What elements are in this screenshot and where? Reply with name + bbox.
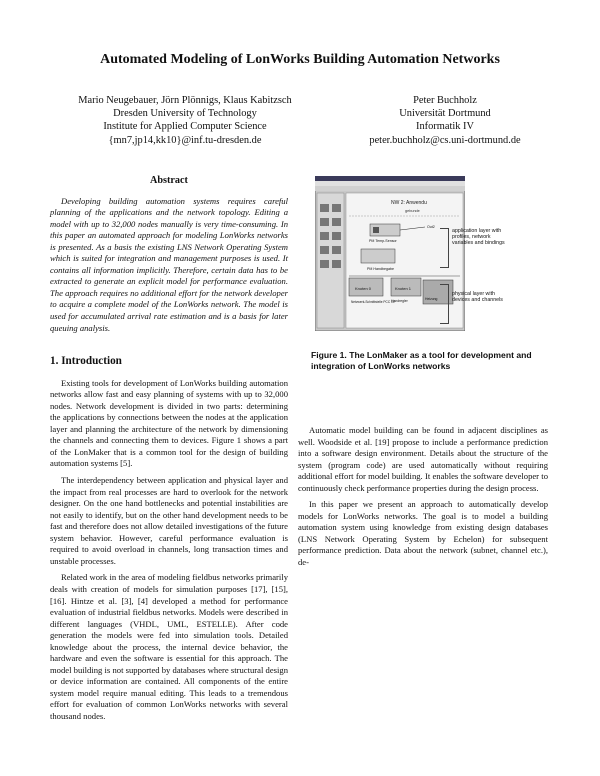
- section-heading: 1. Introduction: [50, 355, 122, 368]
- node-label: Out2: [427, 225, 435, 229]
- right-column: [298, 425, 548, 574]
- author-affiliation: Dresden University of Technology: [113, 108, 257, 120]
- paragraph: Automatic model building can be found in adjacent disciplines as well. Woodside et al. [19] propose to include a performance prediction into a software design environment. Details about the structure of the system (program code) are used automatically without requiring additional effort for model building. It enables the software developer to continuously check performance properties during the design process.: [298, 425, 548, 493]
- figure-annotation-physical: physical layer with devices and channels: [452, 291, 503, 304]
- node-label: Handregler: [391, 299, 408, 303]
- node-label: Netzwerk-Schnittstelle PCC 10: [351, 300, 395, 304]
- bracket-phys-layer: [440, 284, 449, 324]
- abstract-text: Developing building automation systems requires careful planning of the applications and the network topology. Editing a model with up to 32,000 nodes manually is very time-consuming. In this paper an automated approach for modeling LonWorks networks is presented. As a basis the existing LNS Network Operating System which is suited for integration and management purposes is used. It contains all information implicitly. Therefore, certain data has to be extracted to generate an explicit model for performance evaluation. The approach requires no additional effort for the network developer to acquire a complete model of the LonWorks network. The model is used for accumulated arrival rate estimation and is a basis for later queuing analysis.: [50, 195, 288, 333]
- paragraph: The interdependency between application and physical layer and the impact from real processes are hard to overlook for the network designer. On the one hand bottlenecks and potential instabilities are not easily to identify, but on the other hand development needs to be fast and therefore does not allow detailed investigations of the future system behavior. However, careful performance evaluation is required to avoid overload in channels, long transaction times and unstable processes.: [50, 475, 288, 566]
- author-affiliation: Universität Dortmund: [399, 108, 491, 120]
- screen-title-text: NW 2: Anwendu: [391, 200, 427, 206]
- author-names: Mario Neugebauer, Jörn Plönnigs, Klaus Kabitzsch: [78, 95, 292, 106]
- paper-title: Automated Modeling of LonWorks Building Automation Networks: [100, 52, 500, 67]
- author-email: peter.buchholz@cs.uni-dortmund.de: [369, 134, 521, 146]
- authors-block-left: [40, 94, 330, 147]
- abstract-heading: Abstract: [150, 175, 188, 186]
- screen-sub-text: gebunde: [405, 209, 420, 213]
- author-affiliation: Institute for Applied Computer Science: [103, 121, 267, 133]
- paragraph: Related work in the area of modeling fieldbus networks primarily deals with creation of models for simulation purposes [17], [15], [16]. Hintze et al. [3], [4] developed a method for performance evaluation of industrial fieldbus networks. Models were described in different languages (VHDL, UML, ESTELLE). After code generation the models were fed into simulation tools. Detailed knowledge about the process, the internal device behavior, the hardware and even the software is essential for this approach. The model building is not supported by databases where structural design or device information are contained. All components of the entire system model require manual editing. This leads to a tremendous effort for evaluation of common LonWorks networks with several thousand nodes.: [50, 572, 288, 721]
- node-label: Heizung: [425, 297, 438, 301]
- node-label: PM Temp-Sensor: [369, 239, 397, 243]
- left-column: [50, 175, 288, 728]
- node-label: Knoten 0: [355, 286, 372, 291]
- author-names: Peter Buchholz: [413, 95, 477, 106]
- bracket-app-layer: [440, 228, 449, 268]
- author-email: {mn7,jp14,kk10}@inf.tu-dresden.de: [108, 134, 262, 146]
- authors-block-right: [320, 94, 570, 147]
- paragraph: In this paper we present an approach to automatically develop models for LonWorks networks. The goal is to model a building automation system using knowledge from existing design databases (LNS Network Operating System by Echelon) for subsequent performance prediction. Data about the network (subnet, channel etc.), de-: [298, 499, 548, 568]
- figure-caption: Figure 1. The LonMaker as a tool for development and integration of LonWorks networks: [311, 350, 532, 371]
- figure-annotation-application: application layer with profiles, network variables and bindings: [452, 228, 505, 247]
- node-label: PM Handbegabe: [367, 267, 394, 271]
- author-affiliation: Informatik IV: [416, 121, 474, 133]
- node-label: Knoten 1: [395, 286, 412, 291]
- paragraph: Existing tools for development of LonWorks building automation networks allow fast and easy planning of systems with up to 32,000 nodes. Network development is divided in two parts: determining the applications by connections between the nodes at the application layer and planning the architecture of the network by dimensioning the channels and connecting them to devices. Figure 1 shows a part of the LonMaker that is a common tool for the design of building automation systems [5].: [50, 377, 288, 469]
